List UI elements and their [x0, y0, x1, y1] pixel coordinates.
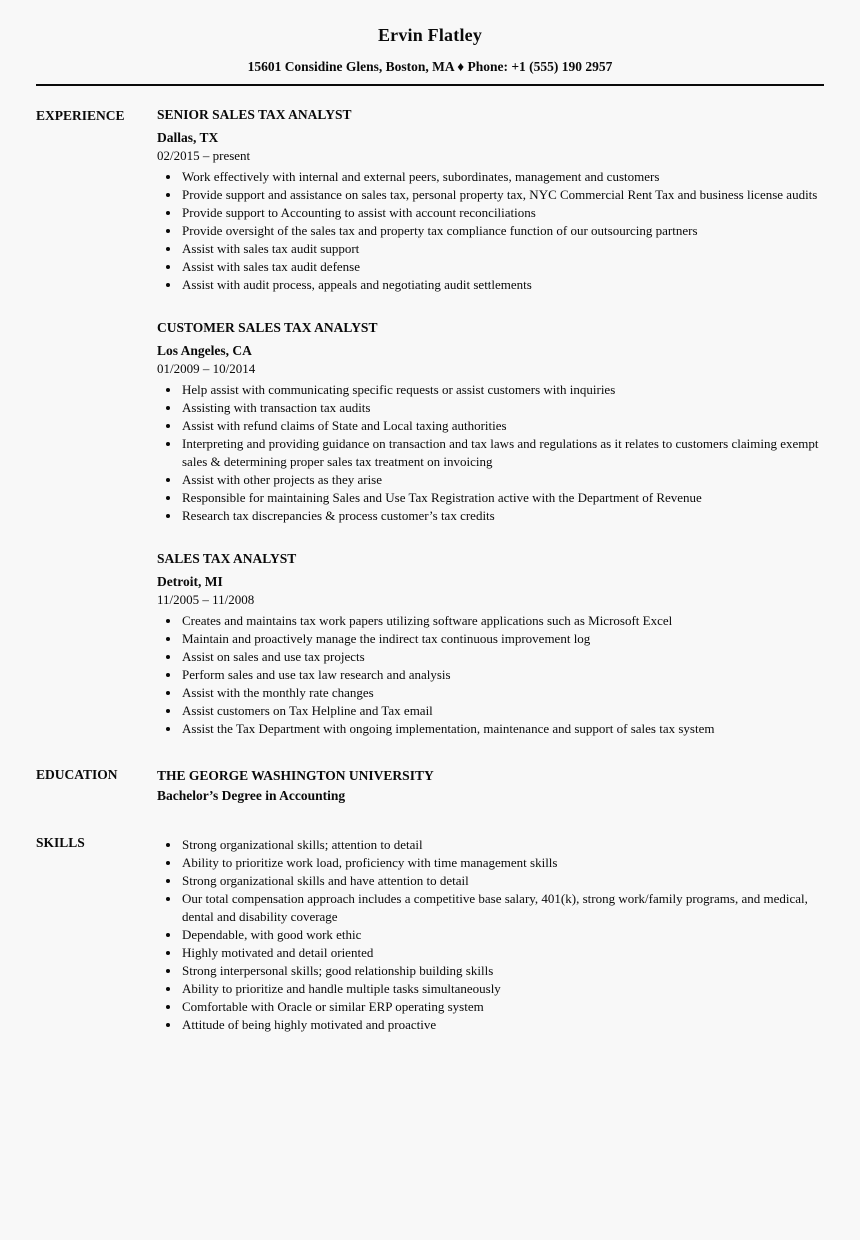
job-title: SALES TAX ANALYST — [157, 551, 297, 566]
bullet-item: • Help assist with communicating specific requests or assist customers with inquiries — [181, 381, 824, 399]
bullet-item: • Assist the Tax Department with ongoing implementation, maintenance and support of sales tax system — [181, 720, 824, 738]
bullet-item: • Assist with audit process, appeals and negotiating audit settlements — [181, 276, 824, 294]
bullet-item: • Provide support to Accounting to assist with account reconciliations — [181, 204, 824, 222]
person-name: Ervin Flatley — [377, 25, 483, 45]
education-content — [157, 766, 824, 806]
resume-body — [0, 86, 860, 1034]
job-location: Los Angeles, CA — [157, 343, 252, 358]
bullet-item: • Provide support and assistance on sales tax, personal property tax, NYC Commercial Rent Tax and business license audits — [181, 186, 824, 204]
job-senior-sales-tax-analyst — [157, 107, 824, 294]
job-location: Detroit, MI — [157, 574, 223, 589]
bullet-item: • Assist with the monthly rate changes — [181, 684, 824, 702]
bullet-item: • Attitude of being highly motivated and proactive — [181, 1016, 824, 1034]
bullet-item: • Maintain and proactively manage the indirect tax continuous improvement log — [181, 630, 824, 648]
bullet-item: • Strong organizational skills and have attention to detail — [181, 872, 824, 890]
bullet-item: • Assist with refund claims of State and Local taxing authorities — [181, 417, 824, 435]
job-bullet-list — [157, 381, 824, 525]
job-dates: 02/2015 – present — [157, 148, 251, 163]
job-location: Dallas, TX — [157, 130, 219, 145]
bullet-item: • Work effectively with internal and external peers, subordinates, management and customers — [181, 168, 824, 186]
bullet-item: • Ability to prioritize and handle multiple tasks simultaneously — [181, 980, 824, 998]
bullet-item: • Assist on sales and use tax projects — [181, 648, 824, 666]
bullet-item: • Our total compensation approach includes a competitive base salary, 401(k), strong work/family programs, and medical, dental and disability coverage — [181, 890, 824, 926]
job-customer-sales-tax-analyst — [157, 320, 824, 525]
bullet-item: • Assist with sales tax audit support — [181, 240, 824, 258]
job-bullet-list — [157, 168, 824, 294]
job-title: CUSTOMER SALES TAX ANALYST — [157, 320, 378, 335]
job-sales-tax-analyst — [157, 551, 824, 738]
bullet-item: • Assist with other projects as they arise — [181, 471, 824, 489]
experience-content — [157, 107, 824, 738]
bullet-item: • Responsible for maintaining Sales and Use Tax Registration active with the Department of Revenue — [181, 489, 824, 507]
bullet-item: • Assist customers on Tax Helpline and Tax email — [181, 702, 824, 720]
section-education — [36, 766, 824, 806]
section-label-experience: EXPERIENCE — [36, 108, 125, 123]
section-experience — [36, 107, 824, 738]
bullet-item: • Comfortable with Oracle or similar ERP operating system — [181, 998, 824, 1016]
bullet-item: • Assisting with transaction tax audits — [181, 399, 824, 417]
education-degree: Bachelor’s Degree in Accounting — [157, 788, 346, 803]
bullet-item: • Dependable, with good work ethic — [181, 926, 824, 944]
education-school: THE GEORGE WASHINGTON UNIVERSITY — [157, 768, 434, 783]
section-label-skills: SKILLS — [36, 835, 85, 850]
bullet-item: • Assist with sales tax audit defense — [181, 258, 824, 276]
bullet-item: • Provide oversight of the sales tax and property tax compliance function of our outsourcing partners — [181, 222, 824, 240]
job-title: SENIOR SALES TAX ANALYST — [157, 107, 352, 122]
resume-header — [0, 0, 860, 75]
bullet-item: • Creates and maintains tax work papers utilizing software applications such as Microsoft Excel — [181, 612, 824, 630]
bullet-item: • Ability to prioritize work load, proficiency with time management skills — [181, 854, 824, 872]
skills-bullet-list — [157, 836, 824, 1034]
job-dates: 01/2009 – 10/2014 — [157, 361, 256, 376]
section-skills — [36, 834, 824, 1034]
contact-line: 15601 Considine Glens, Boston, MA ♦ Phone: +1 (555) 190 2957 — [247, 59, 613, 74]
section-label-education: EDUCATION — [36, 767, 118, 782]
job-bullet-list — [157, 612, 824, 738]
skills-content — [157, 834, 824, 1034]
bullet-item: • Strong interpersonal skills; good relationship building skills — [181, 962, 824, 980]
job-dates: 11/2005 – 11/2008 — [157, 592, 255, 607]
bullet-item: • Highly motivated and detail oriented — [181, 944, 824, 962]
bullet-item: • Interpreting and providing guidance on transaction and tax laws and regulations as it relates to customers claiming exempt sales & determining proper sales tax treatment on invoicing — [181, 435, 824, 471]
bullet-item: • Strong organizational skills; attention to detail — [181, 836, 824, 854]
bullet-item: • Perform sales and use tax law research and analysis — [181, 666, 824, 684]
bullet-item: • Research tax discrepancies & process customer’s tax credits — [181, 507, 824, 525]
